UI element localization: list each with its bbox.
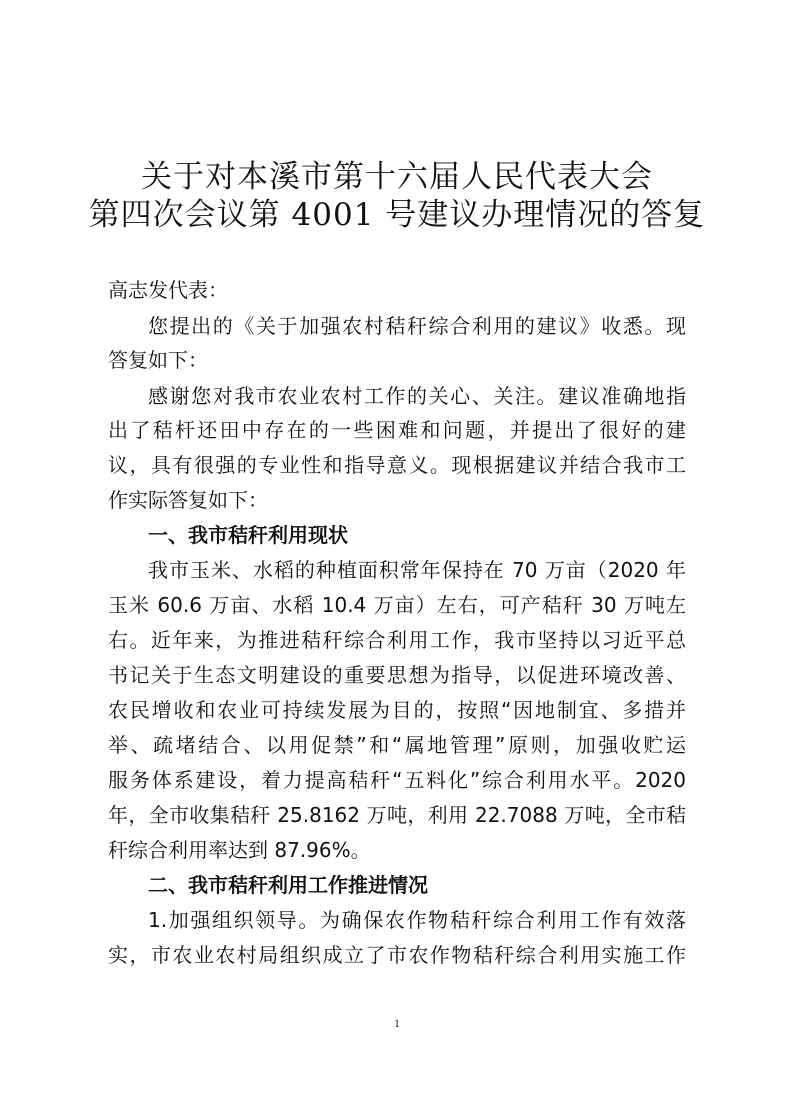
paragraph-line: 服务体系建设，着力提高秸秆“五料化”综合利用水平。2020 (108, 768, 686, 792)
paragraph-line: 答复如下： (108, 348, 208, 372)
page-number: 1 (394, 1016, 400, 1030)
paragraph-line: 您提出的《关于加强农村秸秆综合利用的建议》收悉。现 (148, 314, 686, 338)
section-heading-2: 二、我市秸秆利用工作推进情况 (148, 873, 428, 897)
paragraph-line: 作实际答复如下： (108, 488, 268, 512)
paragraph-line: 举、疏堵结合、以用促禁”和“属地管理”原则，加强收贮运 (108, 733, 686, 757)
paragraph-line: 实，市农业农村局组织成立了市农作物秸秆综合利用实施工作 (108, 943, 686, 967)
paragraph-line: 书记关于生态文明建设的重要思想为指导，以促进环境改善、 (108, 663, 686, 687)
paragraph-line: 我市玉米、水稻的种植面积常年保持在 70 万亩（2020 年 (148, 558, 686, 582)
paragraph-line: 秆综合利用率达到 87.96%。 (108, 838, 371, 862)
paragraph-line: 感谢您对我市农业农村工作的关心、关注。建议准确地指 (148, 384, 686, 408)
document-title-line-1: 关于对本溪市第十六届人民代表大会 (141, 159, 653, 195)
paragraph-line: 年，全市收集秸秆 25.8162 万吨，利用 22.7088 万吨，全市秸 (108, 803, 686, 827)
paragraph-line: 1.加强组织领导。为确保农作物秸秆综合利用工作有效落 (148, 908, 686, 932)
paragraph-line: 右。近年来，为推进秸秆综合利用工作，我市坚持以习近平总 (108, 628, 686, 652)
salutation: 高志发代表： (108, 278, 228, 302)
paragraph-line: 出了秸杆还田中存在的一些困难和问题，并提出了很好的建 (108, 418, 686, 442)
paragraph-line: 农民增收和农业可持续发展为目的，按照“因地制宜、多措并 (108, 698, 686, 722)
section-heading-1: 一、我市秸秆利用现状 (148, 523, 348, 547)
paragraph-line: 玉米 60.6 万亩、水稻 10.4 万亩）左右，可产秸秆 30 万吨左 (108, 593, 686, 617)
document-title-line-2: 第四次会议第 4001 号建议办理情况的答复 (88, 197, 706, 233)
paragraph-line: 议，具有很强的专业性和指导意义。现根据建议并结合我市工 (108, 453, 686, 477)
